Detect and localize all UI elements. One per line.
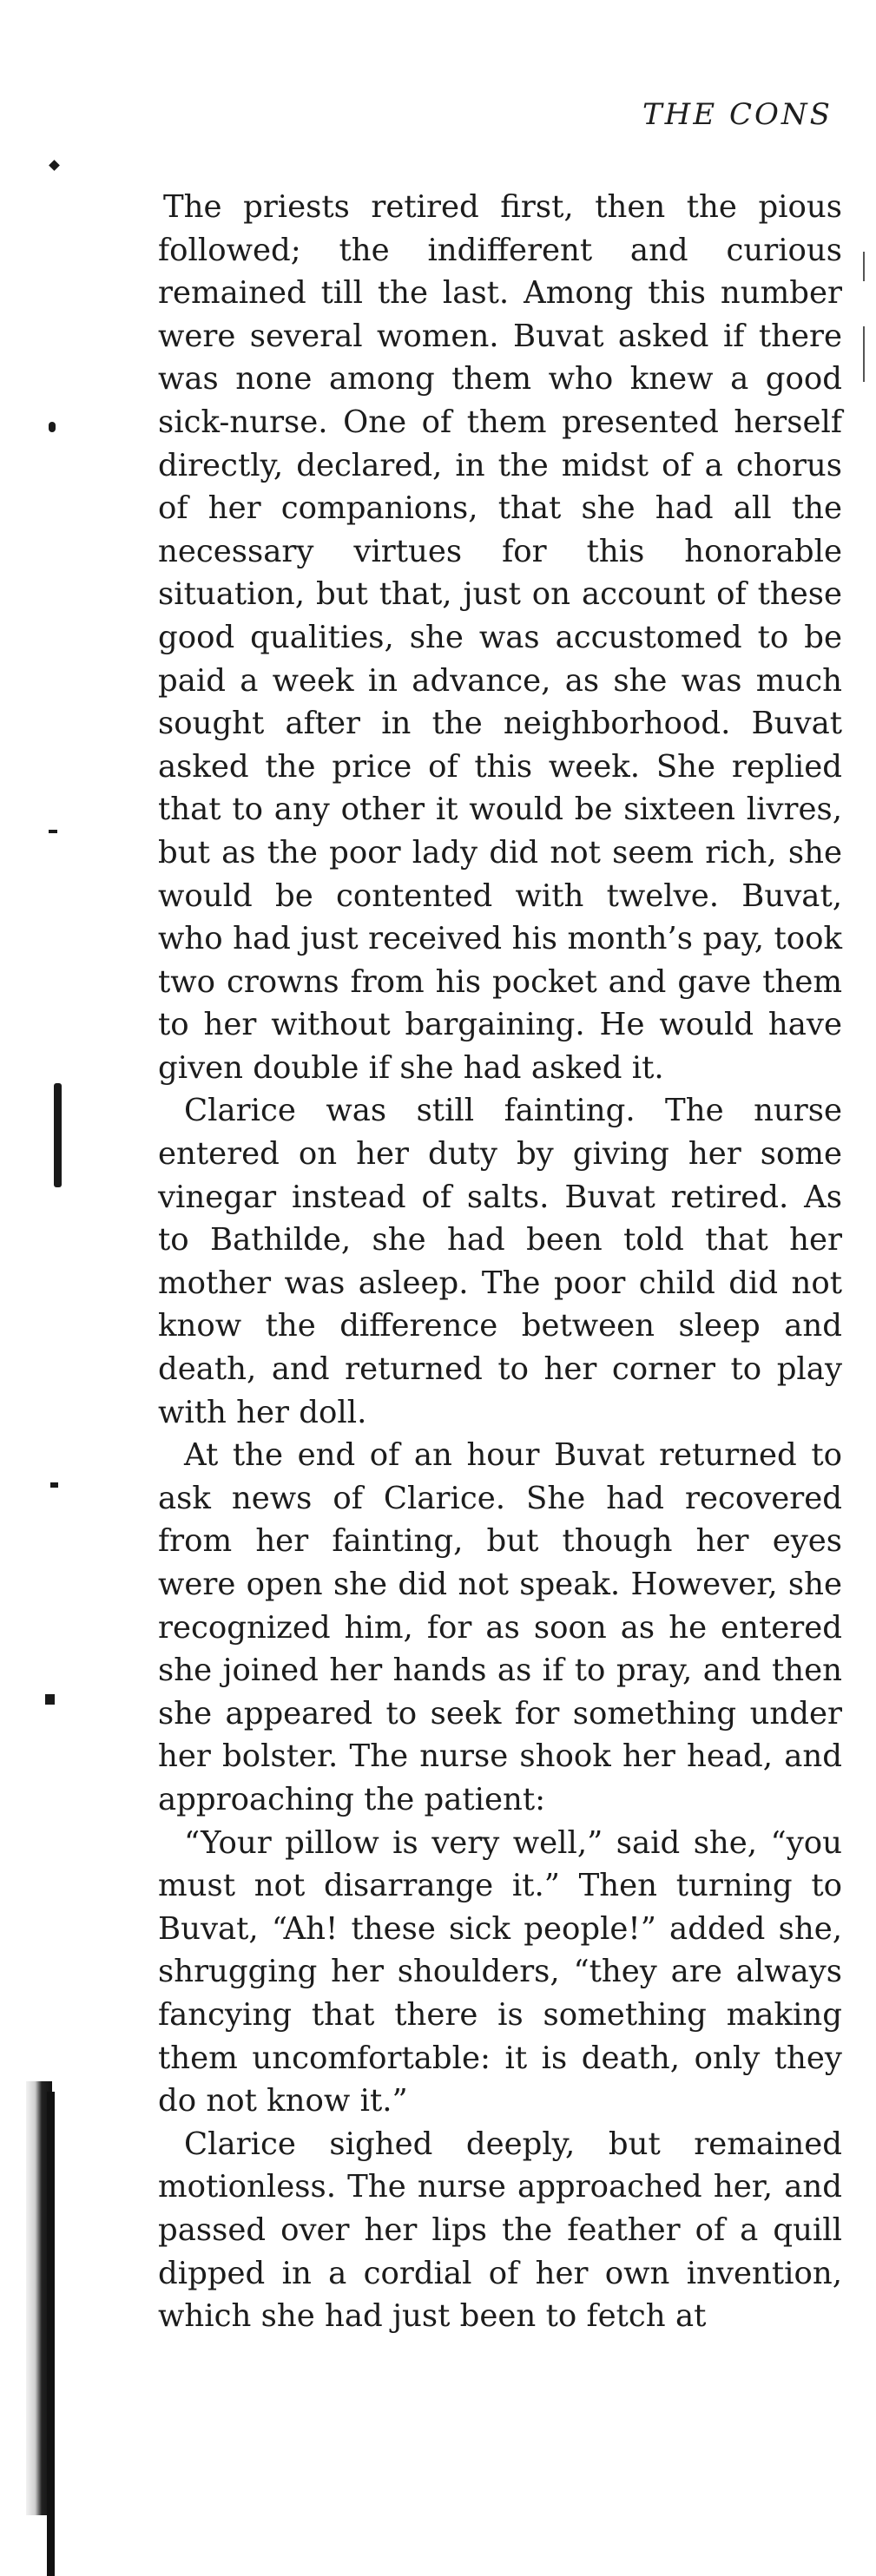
paragraph: Clarice was still fainting. The nurse entered on her duty by giving her some vinegar instead of salts. Buvat retired. As to Bathilde, she had been told that her mother was asleep. The poor child did not know the difference between sleep and death, and returned to her corner to play with her doll. (158, 1093, 842, 1430)
text-column (158, 186, 842, 2338)
margin-speck (50, 1482, 58, 1488)
margin-speck (49, 160, 60, 171)
margin-speck (45, 1694, 55, 1705)
paragraph: Clarice sighed deeply, but remained motionless. The nurse approached her, and passed over her lips the feather of a quill dipped in a cordial of her own invention, which she had just been to fetch at (158, 2126, 842, 2335)
running-head: THE CONS (642, 97, 833, 132)
paragraph: At the end of an hour Buvat returned to ask news of Clarice. She had recovered from her fainting, but though her eyes were open she did not speak. However, she recognized him, for as soon as he entered she joined her hands as if to pray, and then she appeared to seek for something under her bolster. The nurse shook her head, and approaching the patient: (158, 1437, 842, 1817)
margin-speck (49, 422, 56, 432)
right-edge-mark (863, 326, 865, 382)
paragraph: “Your pillow is very well,” said she, “you must not disarrange it.” Then turning to Buvat, “Ah! these sick people!” added she, shrugging her shoulders, “they are always fancying that there is something making them uncomfortable: it is death, only they do not know it.” (158, 1824, 842, 2119)
binding-edge (47, 2092, 55, 2576)
paragraph: The priests retired first, then the pious followed; the indifferent and curious remained till the last. Among this number were several women. Buvat asked if there was none among them who knew a good sick-nurse. One of them presented herself directly, declared, in the midst of a chorus of her companions, that she had all the necessary virtues for this honorable situation, but that, just on account of these good qualities, she was accustomed to be paid a week in advance, as she was much sought after in the neighborhood. Buvat asked the price of this week. She replied that to any other it would be sixteen livres, but as the poor lady did not seem rich, she would be contented with twelve. Buvat, who had just received his month’s pay, took two crowns from his pocket and gave them to her without bargaining. He would have given double if she had asked it. (158, 189, 842, 1086)
margin-speck (49, 830, 57, 833)
margin-speck (54, 1083, 62, 1187)
right-edge-mark (863, 252, 865, 281)
